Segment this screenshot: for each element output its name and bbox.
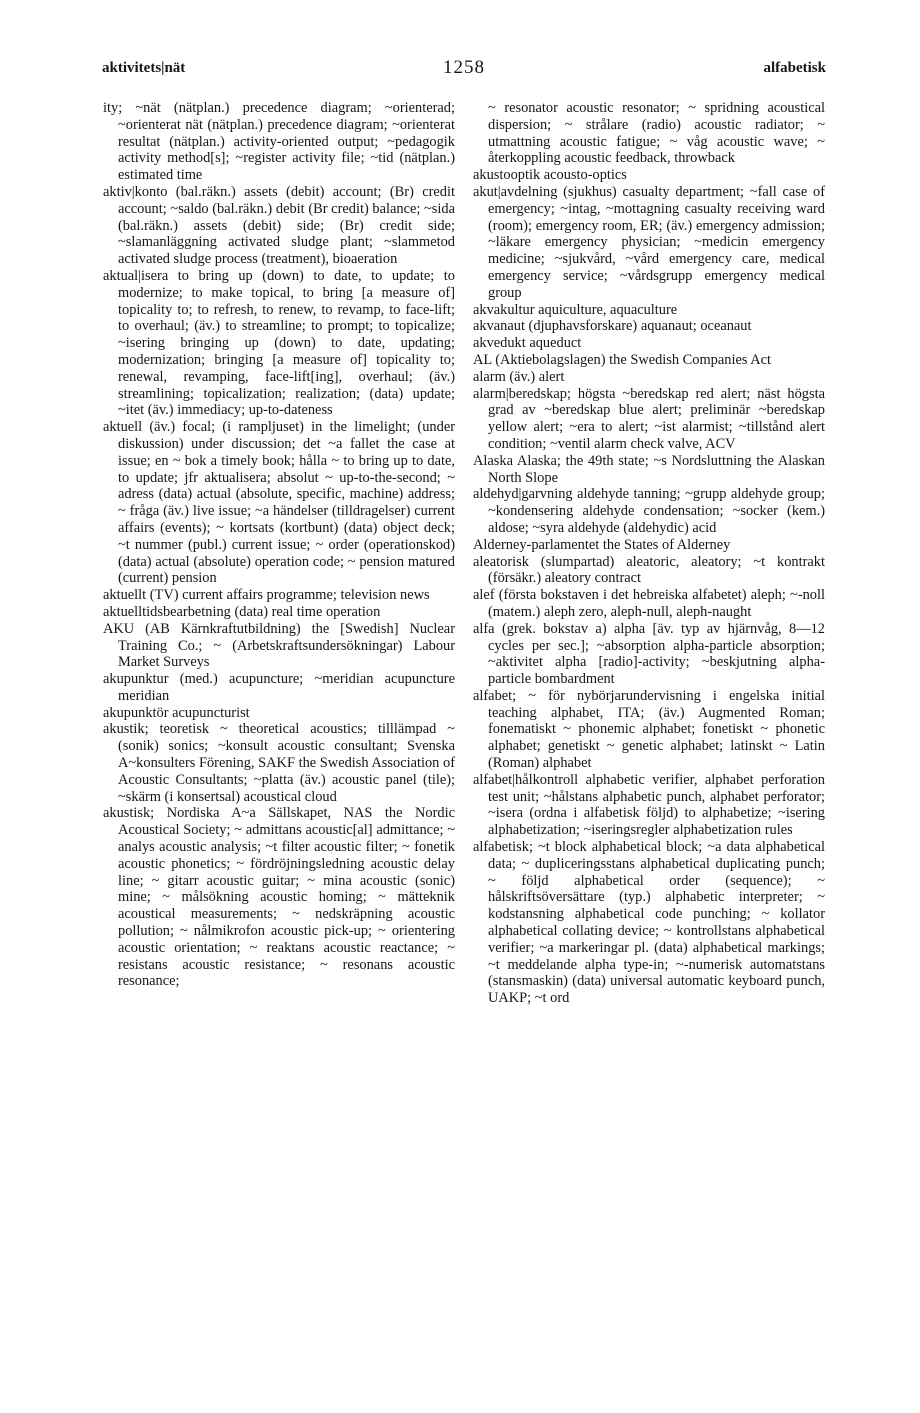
dictionary-entry: aleatorisk (slumpartad) aleatoric, aleatory; ~t kontrakt (försäkr.) aleatory contract [473, 553, 825, 587]
dictionary-entry: alarm (äv.) alert [473, 368, 565, 385]
dictionary-entry: akut|avdelning (sjukhus) casualty department; ~fall case of emergency; ~intag, ~mottagning casualty receiving ward (room); emergency room, ER; (äv.) emergency admission; ~läkare emergency physician; ~medicin emergency medicine; ~sjukvård, ~vård emergency care, medical emergency service; ~vårdsgrupp emergency medical group [473, 183, 825, 301]
dictionary-entry: akvakultur aquiculture, aquaculture [473, 301, 678, 318]
dictionary-entry: alfabet; ~ för nybörjarundervisning i engelska initial teaching alphabet, ITA; (äv.) Augmented Roman; fonematiskt ~ phonemic alphabet; fonetiskt ~ phonetic alphabet; genetiskt ~ genetic alphabet; latinskt ~ Latin (Roman) alphabet [473, 687, 825, 772]
dictionary-entry: ity; ~nät (nätplan.) precedence diagram; ~orienterad; ~orienterat nät (nätplan.) precedence diagram; ~orienterat resultat (nätplan.) activity-oriented output; ~pedagogik activity method[s]; ~register activity file; ~tid (nätplan.) estimated time [103, 100, 455, 184]
dictionary-entry: akustik; teoretisk ~ theoretical acoustics; tilllämpad ~ (sonik) sonics; ~konsult acoustic consultant; Svenska A~konsulters Förening, SAKF the Swedish Association of Acoustic Consultants; ~platta (äv.) acoustic panel (tile); ~skärm (i konsertsal) acoustical cloud [103, 721, 455, 805]
right-column [473, 100, 825, 1007]
dictionary-entry: akustooptik acousto-optics [473, 167, 627, 184]
header-right-guideword: alfabetisk [763, 60, 826, 76]
running-header [102, 57, 826, 82]
dictionary-entry: aktuellt (TV) current affairs programme; television news [103, 587, 430, 604]
dictionary-entry: alfabet|hålkontroll alphabetic verifier, alphabet perforation test unit; ~hålstans alphabetic punch, alphabet perforator; ~isera (ordna i alfabetisk följd) to alphabetize; ~isering alphabetization; ~iseringsregler alphabetization rules [473, 771, 825, 839]
dictionary-entry: akvedukt aqueduct [473, 335, 582, 352]
dictionary-entry: Alaska Alaska; the 49th state; ~s Nordsluttning the Alaskan North Slope [473, 452, 825, 486]
page-number: 1258 [443, 57, 485, 78]
header-left-guideword: aktivitets|nät [102, 60, 186, 76]
dictionary-entry: akvanaut (djuphavsforskare) aquanaut; oceanaut [473, 318, 752, 335]
dictionary-entry: AL (Aktiebolagslagen) the Swedish Companies Act [473, 351, 772, 368]
left-column [103, 100, 455, 990]
dictionary-entry: aktual|isera to bring up (down) to date, to update; to modernize; to make topical, to bring [a measure of] topicality to; to refresh, to renew, to revamp, to face-lift; to overhaul; (äv.) to streamline; to prompt; to topicalize; ~isering bringing up (down) to date, updating; modernization; bringing [a measure of] topicality to; renewal, revamping, face-lift[ing], overhaul; (äv.) streamlining; topicalization; realization; (data) update; ~itet (äv.) immediacy; up-to-dateness [103, 267, 455, 419]
dictionary-entry: aktiv|konto (bal.räkn.) assets (debit) account; (Br) credit account; ~saldo (bal.räkn.) debit (Br credit) balance; ~sida (bal.räkn.) assets (debit) side; (Br) credit side; ~slamanläggning activated sludge plant; ~slammetod activated sludge process (treatment), bioaeration [103, 183, 455, 268]
dictionary-entry: akupunktur (med.) acupuncture; ~meridian acupuncture meridian [103, 671, 455, 704]
dictionary-entry: alfa (grek. bokstav a) alpha [äv. typ av hjärnvåg, 8—12 cycles per sec.]; ~absorption alpha-particle absorption; ~aktivitet alpha [radio]-activity; ~beskjutning alpha-particle bombardment [473, 620, 825, 688]
dictionary-entry: alef (första bokstaven i det hebreiska alfabetet) aleph; ~-noll (matem.) aleph zero, aleph-null, aleph-naught [473, 587, 825, 620]
dictionary-entry: AKU (AB Kärnkraftutbildning) the [Swedish] Nuclear Training Co.; ~ (Arbetskraftsundersökningar) Labour Market Surveys [103, 620, 455, 671]
dictionary-entry: akupunktör acupuncturist [103, 704, 250, 721]
dictionary-entry: aldehyd|garvning aldehyde tanning; ~grupp aldehyde group; ~kondensering aldehyde condensation; ~socker (kem.) aldose; ~syra aldehyde (aldehydic) acid [473, 486, 825, 536]
dictionary-entry: alfabetisk; ~t block alphabetical block; ~a data alphabetical data; ~ dupliceringsstans alphabetical duplicating punch; ~ följd alphabetical order (sequence); ~ hålskriftsöversättare (typ.) alphabetic interpreter; ~ kodstansning alphabetical code punching; ~ kollator alphabetical collating device; ~ kontrollstans alphabetical verifier; ~a markeringar pl. (data) alphabetical markings; ~t meddelande alpha type-in; ~-numerisk automatstans (stansmaskin) (data) universal automatic keyboard punch, UAKP; ~t ord [473, 839, 825, 1007]
dictionary-entry-continued: ~ resonator acoustic resonator; ~ spridning acoustical dispersion; ~ strålare (radio) acoustic radiator; ~ utmattning acoustic fatigue; ~ våg acoustic wave; ~ återkoppling acoustic feedback, throwback [488, 100, 825, 167]
dictionary-entry: aktuelltidsbearbetning (data) real time operation [103, 603, 381, 620]
dictionary-entry: aktuell (äv.) focal; (i rampljuset) in the limelight; (under diskussion) under discussion; det ~a fallet the case at issue; en ~ bok a timely book; hålla ~ to bring up to date, to update; jfr aktualisera; absolut ~ up-to-the-second; ~ adress (data) actual (absolute, specific, machine) address; ~ fråga (äv.) live issue; ~a händelser (tilldragelser) current affairs (events); ~ kortsats (kortbunt) (data) object deck; ~t nummer (publ.) current issue; ~ order (operationskod) (data) actual (absolute) operation code; ~ pension matured (current) pension [103, 419, 455, 587]
dictionary-entry: akustisk; Nordiska A~a Sällskapet, NAS the Nordic Acoustical Society; ~ admittans acoustic[al] admittance; ~ analys acoustic analysis; ~t filter acoustic filter; ~ fonetik acoustic phonetics; ~ fördröjningsledning acoustic delay line; ~ gitarr acoustic guitar; ~ mina acoustic (sonic) mine; ~ målsökning acoustic homing; ~ mätteknik acoustical measurements; ~ nedskräpning acoustic pollution; ~ nålmikrofon acoustic pick-up; ~ orientering acoustic orientation; ~ reaktans acoustic reactance; ~ resistans acoustic resistance; ~ resonans acoustic resonance; [103, 805, 455, 990]
dictionary-entry: Alderney-parlamentet the States of Alderney [473, 536, 731, 553]
dictionary-entry: alarm|beredskap; högsta ~beredskap red alert; näst högsta grad av ~beredskap blue alert; preliminär ~beredskap yellow alert; ~era to alert; ~ist alarmist; ~tillstånd alert condition; ~ventil alarm check valve, ACV [473, 385, 825, 452]
